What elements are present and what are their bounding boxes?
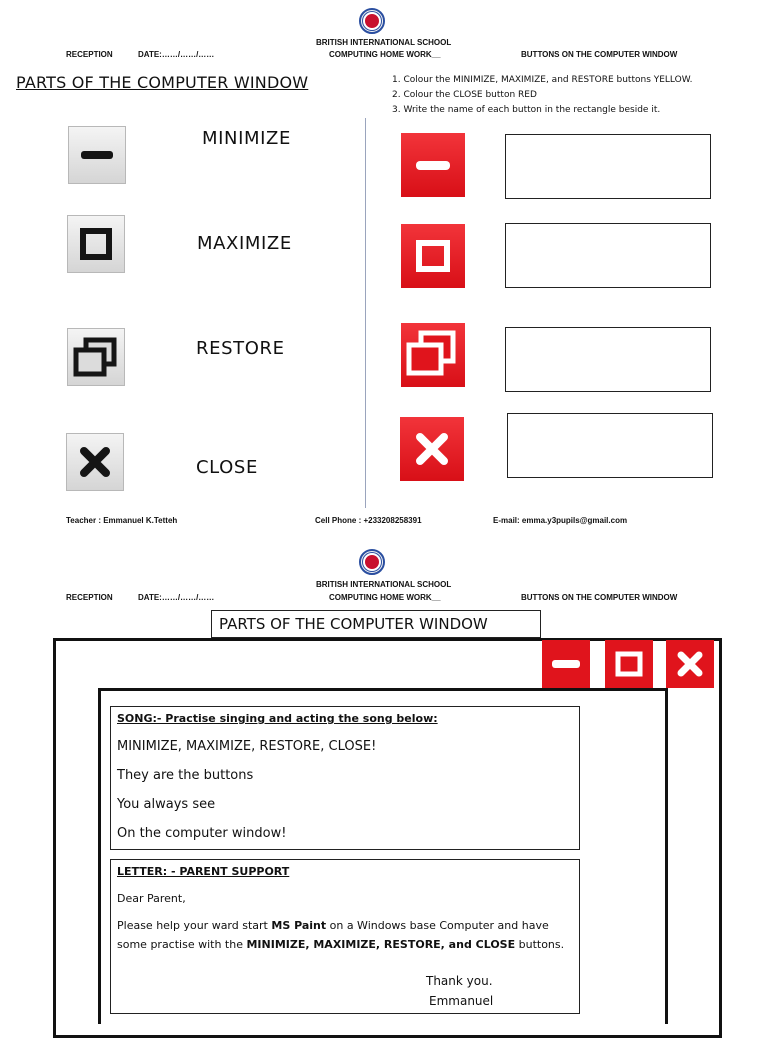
answer-box-1[interactable] xyxy=(505,134,711,199)
instruction-2: 2. Colour the CLOSE button RED xyxy=(392,90,537,100)
window-minimize-button xyxy=(542,640,590,688)
song-box xyxy=(110,706,580,850)
close-icon xyxy=(66,433,124,491)
teacher-name: Teacher : Emmanuel K.Tetteh xyxy=(66,516,178,525)
song-line-3: You always see xyxy=(117,797,216,812)
letter-closing: Thank you. xyxy=(426,974,493,988)
date-label-2: DATE:……/……/…… xyxy=(138,593,215,602)
cell-phone: Cell Phone : +233208258391 xyxy=(315,516,422,525)
letter-body xyxy=(117,916,573,954)
letter-heading: LETTER: - PARENT SUPPORT xyxy=(117,865,290,878)
song-line-2: They are the buttons xyxy=(117,768,254,783)
school-name: BRITISH INTERNATIONAL SCHOOL xyxy=(316,38,452,47)
red-restore-icon xyxy=(401,323,465,387)
class-label-2: RECEPTION xyxy=(66,593,113,602)
letter-greeting: Dear Parent, xyxy=(117,892,186,905)
minimize-label: MINIMIZE xyxy=(202,128,291,149)
red-maximize-icon xyxy=(401,224,465,288)
letter-body-part-3: buttons. xyxy=(515,938,565,951)
homework-label-2: COMPUTING HOME WORK__ xyxy=(329,593,441,602)
homework-label: COMPUTING HOME WORK__ xyxy=(329,50,441,59)
window-maximize-button xyxy=(605,640,653,688)
minimize-icon xyxy=(68,126,126,184)
instruction-3: 3. Write the name of each button in the rectangle beside it. xyxy=(392,105,661,115)
instruction-1: 1. Colour the MINIMIZE, MAXIMIZE, and RESTORE buttons YELLOW. xyxy=(392,75,693,85)
song-line-4: On the computer window! xyxy=(117,826,287,841)
topic-label: BUTTONS ON THE COMPUTER WINDOW xyxy=(521,50,678,59)
maximize-label: MAXIMIZE xyxy=(197,233,292,254)
answer-box-4[interactable] xyxy=(507,413,713,478)
close-label: CLOSE xyxy=(196,457,258,478)
maximize-icon xyxy=(67,215,125,273)
school-name-2: BRITISH INTERNATIONAL SCHOOL xyxy=(316,580,452,589)
letter-box xyxy=(110,859,580,1014)
letter-body-part-2: on a Windows base Computer and have some practise with the xyxy=(117,919,549,951)
topic-label-2: BUTTONS ON THE COMPUTER WINDOW xyxy=(521,593,678,602)
email-address: E-mail: emma.y3pupils@gmail.com xyxy=(493,516,628,525)
column-divider xyxy=(365,118,366,508)
restore-label: RESTORE xyxy=(196,338,285,359)
letter-body-part-1: Please help your ward start xyxy=(117,919,272,932)
letter-signature: Emmanuel xyxy=(429,994,494,1008)
page-title: PARTS OF THE COMPUTER WINDOW xyxy=(16,73,309,92)
song-heading: SONG:- Practise singing and acting the song below: xyxy=(117,712,438,725)
school-crest-logo-2 xyxy=(359,549,385,575)
answer-box-3[interactable] xyxy=(505,327,711,392)
page-title-box xyxy=(211,610,541,638)
buttons-bold-text: MINIMIZE, MAXIMIZE, RESTORE, and CLOSE xyxy=(246,938,516,951)
answer-box-2[interactable] xyxy=(505,223,711,288)
song-line-1: MINIMIZE, MAXIMIZE, RESTORE, CLOSE! xyxy=(117,739,377,754)
red-minimize-icon xyxy=(401,133,465,197)
school-crest-logo xyxy=(359,8,385,34)
page-title-2: PARTS OF THE COMPUTER WINDOW xyxy=(219,615,488,633)
ms-paint-text: MS Paint xyxy=(271,919,327,932)
red-close-icon xyxy=(400,417,464,481)
window-close-button xyxy=(666,640,714,688)
class-label: RECEPTION xyxy=(66,50,113,59)
restore-icon xyxy=(67,328,125,386)
date-label: DATE:……/……/…… xyxy=(138,50,215,59)
